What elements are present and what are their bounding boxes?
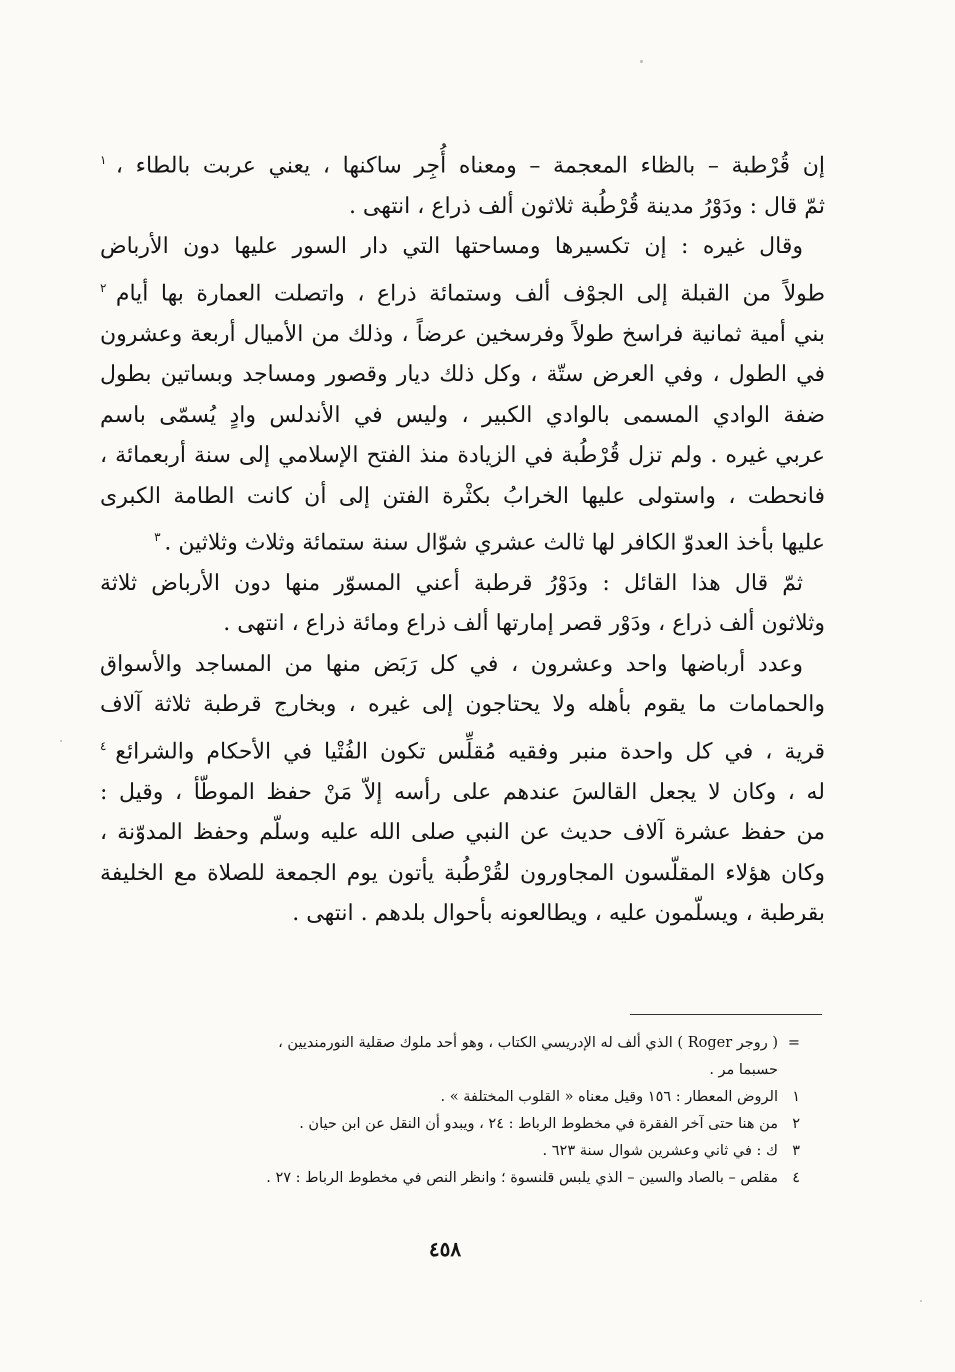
paper-speck — [60, 740, 62, 742]
paragraph-start: وعدد أرباضها واحد وعشرون ، في كل رَبَض منها من المساجد والأسواق — [100, 651, 803, 677]
text-line: وكان هؤلاء المقلّسون المجاورون لقُرْطُبة يأتون يوم الجمعة للصلاة مع الخليفة — [100, 860, 825, 886]
text-line: قرية ، في كل واحدة منبر وفقيه مُقلِّس تكون الفُتْيا في الأحكام والشرائع $^٤$ — [100, 738, 825, 765]
text-line: وثلاثون ألف ذراع ، ودَوْر قصر إمارتها ألف ذراع ومائة ذراع ، انتهى . — [223, 611, 825, 637]
footnotes — [110, 1030, 800, 1192]
footnote-continuation — [110, 1057, 800, 1084]
text-line: من حفظ عشرة آلاف حديث عن النبي صلى الله عليه وسلّم وحفظ المدوّنة ، — [100, 820, 825, 846]
footnote-marker: ٤ — [792, 1170, 800, 1186]
text-line: طولاً من القبلة إلى الجوْف ألف وستمائة ذراع ، واتصلت العمارة بها أيام $^٢$ — [100, 280, 825, 307]
text-line: ضفة الوادي المسمى بالوادي الكبير ، وليس في الأندلس وادٍ يُسمّى باسم — [100, 402, 825, 428]
footnote-1 — [110, 1084, 800, 1111]
footnote-2 — [110, 1111, 800, 1138]
footnote-text: من هنا حتى آخر الفقرة في مخطوط الرباط : ٢٤ ، ويبدو أن النقل عن ابن حيان . — [299, 1116, 778, 1132]
paper-speck — [640, 60, 643, 63]
text-line: بني أمية ثمانية فراسخ طولاً وفرسخين عرضاً ، وذلك من الأميال أربعة وعشرون — [100, 321, 825, 347]
footnote-3 — [110, 1138, 800, 1165]
footnote-4 — [110, 1165, 800, 1192]
page-number: ٤٥٨ — [428, 1237, 462, 1261]
text-line: عليها بأخذ العدوّ الكافر لها ثالث عشري شوّال سنة ستمائة وثلاث وثلاثين . $^٣$ — [154, 530, 825, 556]
footnote-marker: ١ — [792, 1089, 800, 1105]
footnote-text: الروض المعطار : ١٥٦ وقيل معناه « القلوب المختلفة » . — [440, 1089, 778, 1105]
footnote-marker: = — [787, 1035, 800, 1051]
footnote-text: مقلص – بالصاد والسين – الذي يلبس قلنسوة ؛ وانظر النص في مخطوط الرباط : ٢٧ . — [266, 1170, 778, 1186]
text-line: في الطول ، وفي العرض ستّة ، وكل ذلك ديار وقصور ومساجد وبساتين بطول — [100, 362, 825, 388]
text-line: عربي غيره . ولم تزل قُرْطُبة في الزيادة منذ الفتح الإسلامي إلى سنة أربعمائة ، — [100, 443, 825, 469]
text-line: له ، وكان لا يجعل القالسَ عندهم على رأسه إلاّ مَنْ حفظ الموطّأ ، وقيل : — [100, 779, 825, 805]
text-line: إن قُرْطبة – بالظاء المعجمة – ومعناه أُجِر ساكنها ، يعني عربت بالطاء ، $^١$ — [100, 153, 825, 179]
paper-speck — [920, 1300, 922, 1302]
paragraph-start: ثمّ قال هذا القائل : ودَوْرُ قرطبة أعني المسوّر منها دون الأرباض ثلاثة — [100, 570, 803, 596]
text-line: بقرطبة ، ويسلّمون عليه ، ويطالعونه بأحوال بلدهم . انتهى . — [292, 901, 825, 927]
footnote-text: ك : في ثاني وعشرين شوال سنة ٦٢٣ . — [542, 1143, 778, 1159]
footnote-marker — [778, 1057, 800, 1084]
footnote-marker: ٣ — [792, 1143, 800, 1159]
footnote-reference: ٤ — [100, 738, 116, 753]
footnote-text: حسبما مر . — [709, 1062, 778, 1078]
footnote-reference: ٣ — [154, 530, 165, 545]
footnote-divider — [630, 1014, 822, 1015]
footnote-marker: ٢ — [792, 1116, 800, 1132]
footnote-continuation — [110, 1030, 800, 1057]
text-line: فانحطت ، واستولى عليها الخرابُ بكثْرة الفتن إلى أن كانت الطامة الكبرى — [100, 483, 825, 509]
main-text — [100, 140, 825, 935]
footnote-text: ( روجر Roger ) الذي ألف له الإدريسي الكتاب ، وهو أحد ملوك صقلية النورمنديين ، — [278, 1035, 778, 1051]
text-line: والحمامات ما يقوم بأهله ولا يحتاجون إلى غيره ، وبخارج قرطبة ثلاثة آلاف — [100, 692, 825, 718]
footnote-reference: ٢ — [100, 280, 116, 295]
footnote-reference: ١ — [100, 153, 116, 167]
paragraph-start: وقال غيره : إن تكسيرها ومساحتها التي دار السور عليها دون الأرباض — [100, 234, 803, 260]
text-line: ثمّ قال : ودَوْرُ مدينة قُرْطُبة ثلاثون ألف ذراع ، انتهى . — [348, 193, 825, 219]
